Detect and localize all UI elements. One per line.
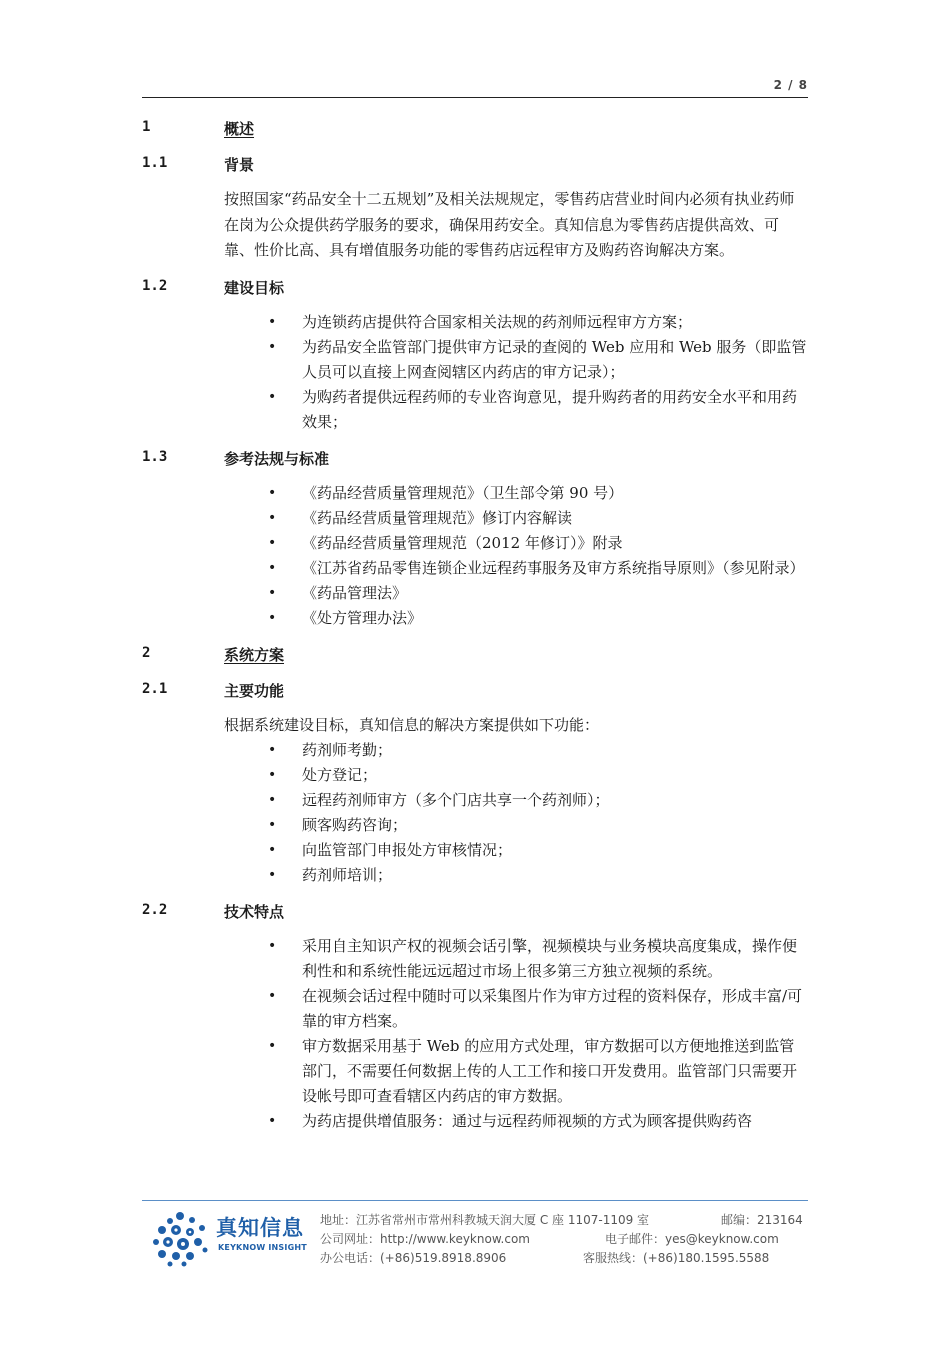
background-paragraph: 按照国家“药品安全十二五规划”及相关法规规定，零售药店营业时间内必须有执业药师在岗为公众提供药学服务的要求，确保用药安全。真知信息为零售药店提供高效、可靠、性价比高、具有增值服务功能的零售药店远程审方及购药咨询解决方案。 [224,190,795,259]
section-1-2-heading [142,274,808,310]
list-item: • 《药品经营质量管理规范》（卫生部令第 90 号） [302,481,808,506]
goals-list [142,310,808,435]
regulations-list [142,481,808,631]
bullet-icon: • [268,559,277,576]
section-1-1-heading [142,151,808,187]
footer-postcode: 邮编：213164 [721,1213,803,1227]
list-item: • 向监管部门申报处方审核情况； [302,838,808,863]
section-2-2-heading [142,898,808,934]
list-item: • 为药品安全监管部门提供审方记录的查阅的 Web 应用和 Web 服务（即监管人员可以直接上网查阅辖区内药店的审方记录）； [302,335,808,385]
molecule-logo-icon [150,1208,212,1268]
list-item: • 顾客购药咨询； [302,813,808,838]
bullet-icon: • [268,338,277,355]
list-item: • 采用自主知识产权的视频会话引擎，视频模块与业务模块高度集成，操作便利性和和系统性能远远超过市场上很多第三方独立视频的系统。 [302,934,808,984]
company-logo [150,1208,310,1268]
list-item: • 《药品管理法》 [302,581,808,606]
section-title: 建设目标 [224,278,285,297]
document-body [142,115,808,1144]
logo-chinese-name: 真知信息 [216,1216,304,1240]
list-item: • 为购药者提供远程药师的专业咨询意见，提升购药者的用药安全水平和用药效果； [302,385,808,435]
bullet-icon: • [268,938,277,954]
bullet-icon: • [268,767,277,783]
bullet-icon: • [268,988,277,1004]
page-number: 2 / 8 [773,78,808,92]
bullet-icon: • [268,1038,277,1054]
bullet-icon: • [268,313,277,330]
list-item: • 《药品经营质量管理规范》修订内容解读 [302,506,808,531]
footer-divider [142,1200,808,1201]
list-item: • 为连锁药店提供符合国家相关法规的药剂师远程审方方案； [302,310,808,335]
bullet-icon: • [268,609,277,626]
section-title: 参考法规与标准 [224,449,330,468]
functions-list [142,738,808,888]
footer-email: 电子邮件：yes@keyknow.com [605,1232,779,1246]
section-number: 1.2 [142,277,168,294]
list-item: • 在视频会话过程中随时可以采集图片作为审方过程的资料保存，形成丰富/可靠的审方档案。 [302,984,808,1034]
bullet-icon: • [268,584,277,601]
bullet-icon: • [268,484,277,501]
section-2-heading [142,641,808,677]
bullet-icon: • [268,534,277,551]
bullet-icon: • [268,509,277,526]
list-item: • 处方登记； [302,763,808,788]
list-item: • 审方数据采用基于 Web 的应用方式处理，审方数据可以方便地推送到监管部门，不需要任何数据上传的人工工作和接口开发费用。监管部门只需要开设帐号即可查看辖区内药店的审方数据。 [302,1034,808,1109]
footer-hotline: 客服热线：(+86)180.1595.5588 [583,1251,770,1265]
bullet-icon: • [268,817,277,833]
section-number: 2 [142,644,151,661]
logo-english-name: KEYKNOW INSIGHT [218,1243,307,1252]
footer-phone: 办公电话：(+86)519.8918.8906 [320,1251,507,1265]
functions-intro: 根据系统建设目标，真知信息的解决方案提供如下功能： [224,715,600,734]
bullet-icon: • [268,842,277,858]
list-item: • 药剂师培训； [302,863,808,888]
section-1-heading [142,115,808,151]
bullet-icon: • [268,742,277,758]
section-title: 系统方案 [224,645,285,664]
list-item: • 《处方管理办法》 [302,606,808,631]
list-item: • 药剂师考勤； [302,738,808,763]
bullet-icon: • [268,1113,277,1129]
section-title: 背景 [224,156,255,174]
section-number: 1.1 [142,155,168,171]
list-item: • 《药品经营质量管理规范（2012 年修订）》附录 [302,531,808,556]
footer-address: 地址：江苏省常州市常州科教城天润大厦 C 座 1107-1109 室 [320,1213,650,1227]
section-number: 2.1 [142,680,168,697]
section-title: 技术特点 [224,903,285,921]
bullet-icon: • [268,867,277,883]
section-title: 概述 [224,120,255,138]
section-number: 2.2 [142,902,168,918]
header-divider [142,97,808,98]
features-list [142,934,808,1134]
list-item: • 远程药剂师审方（多个门店共享一个药剂师）； [302,788,808,813]
section-number: 1.3 [142,448,168,465]
list-item: • 《江苏省药品零售连锁企业远程药事服务及审方系统指导原则》（参见附录） [302,556,808,581]
section-title: 主要功能 [224,681,285,700]
bullet-icon: • [268,792,277,808]
bullet-icon: • [268,388,277,405]
footer-website: 公司网址：http://www.keyknow.com [320,1232,530,1246]
section-2-1-heading [142,677,808,713]
section-1-3-heading [142,445,808,481]
section-number: 1 [142,119,151,135]
list-item: • 为药店提供增值服务：通过与远程药师视频的方式为顾客提供购药咨 [302,1109,808,1134]
